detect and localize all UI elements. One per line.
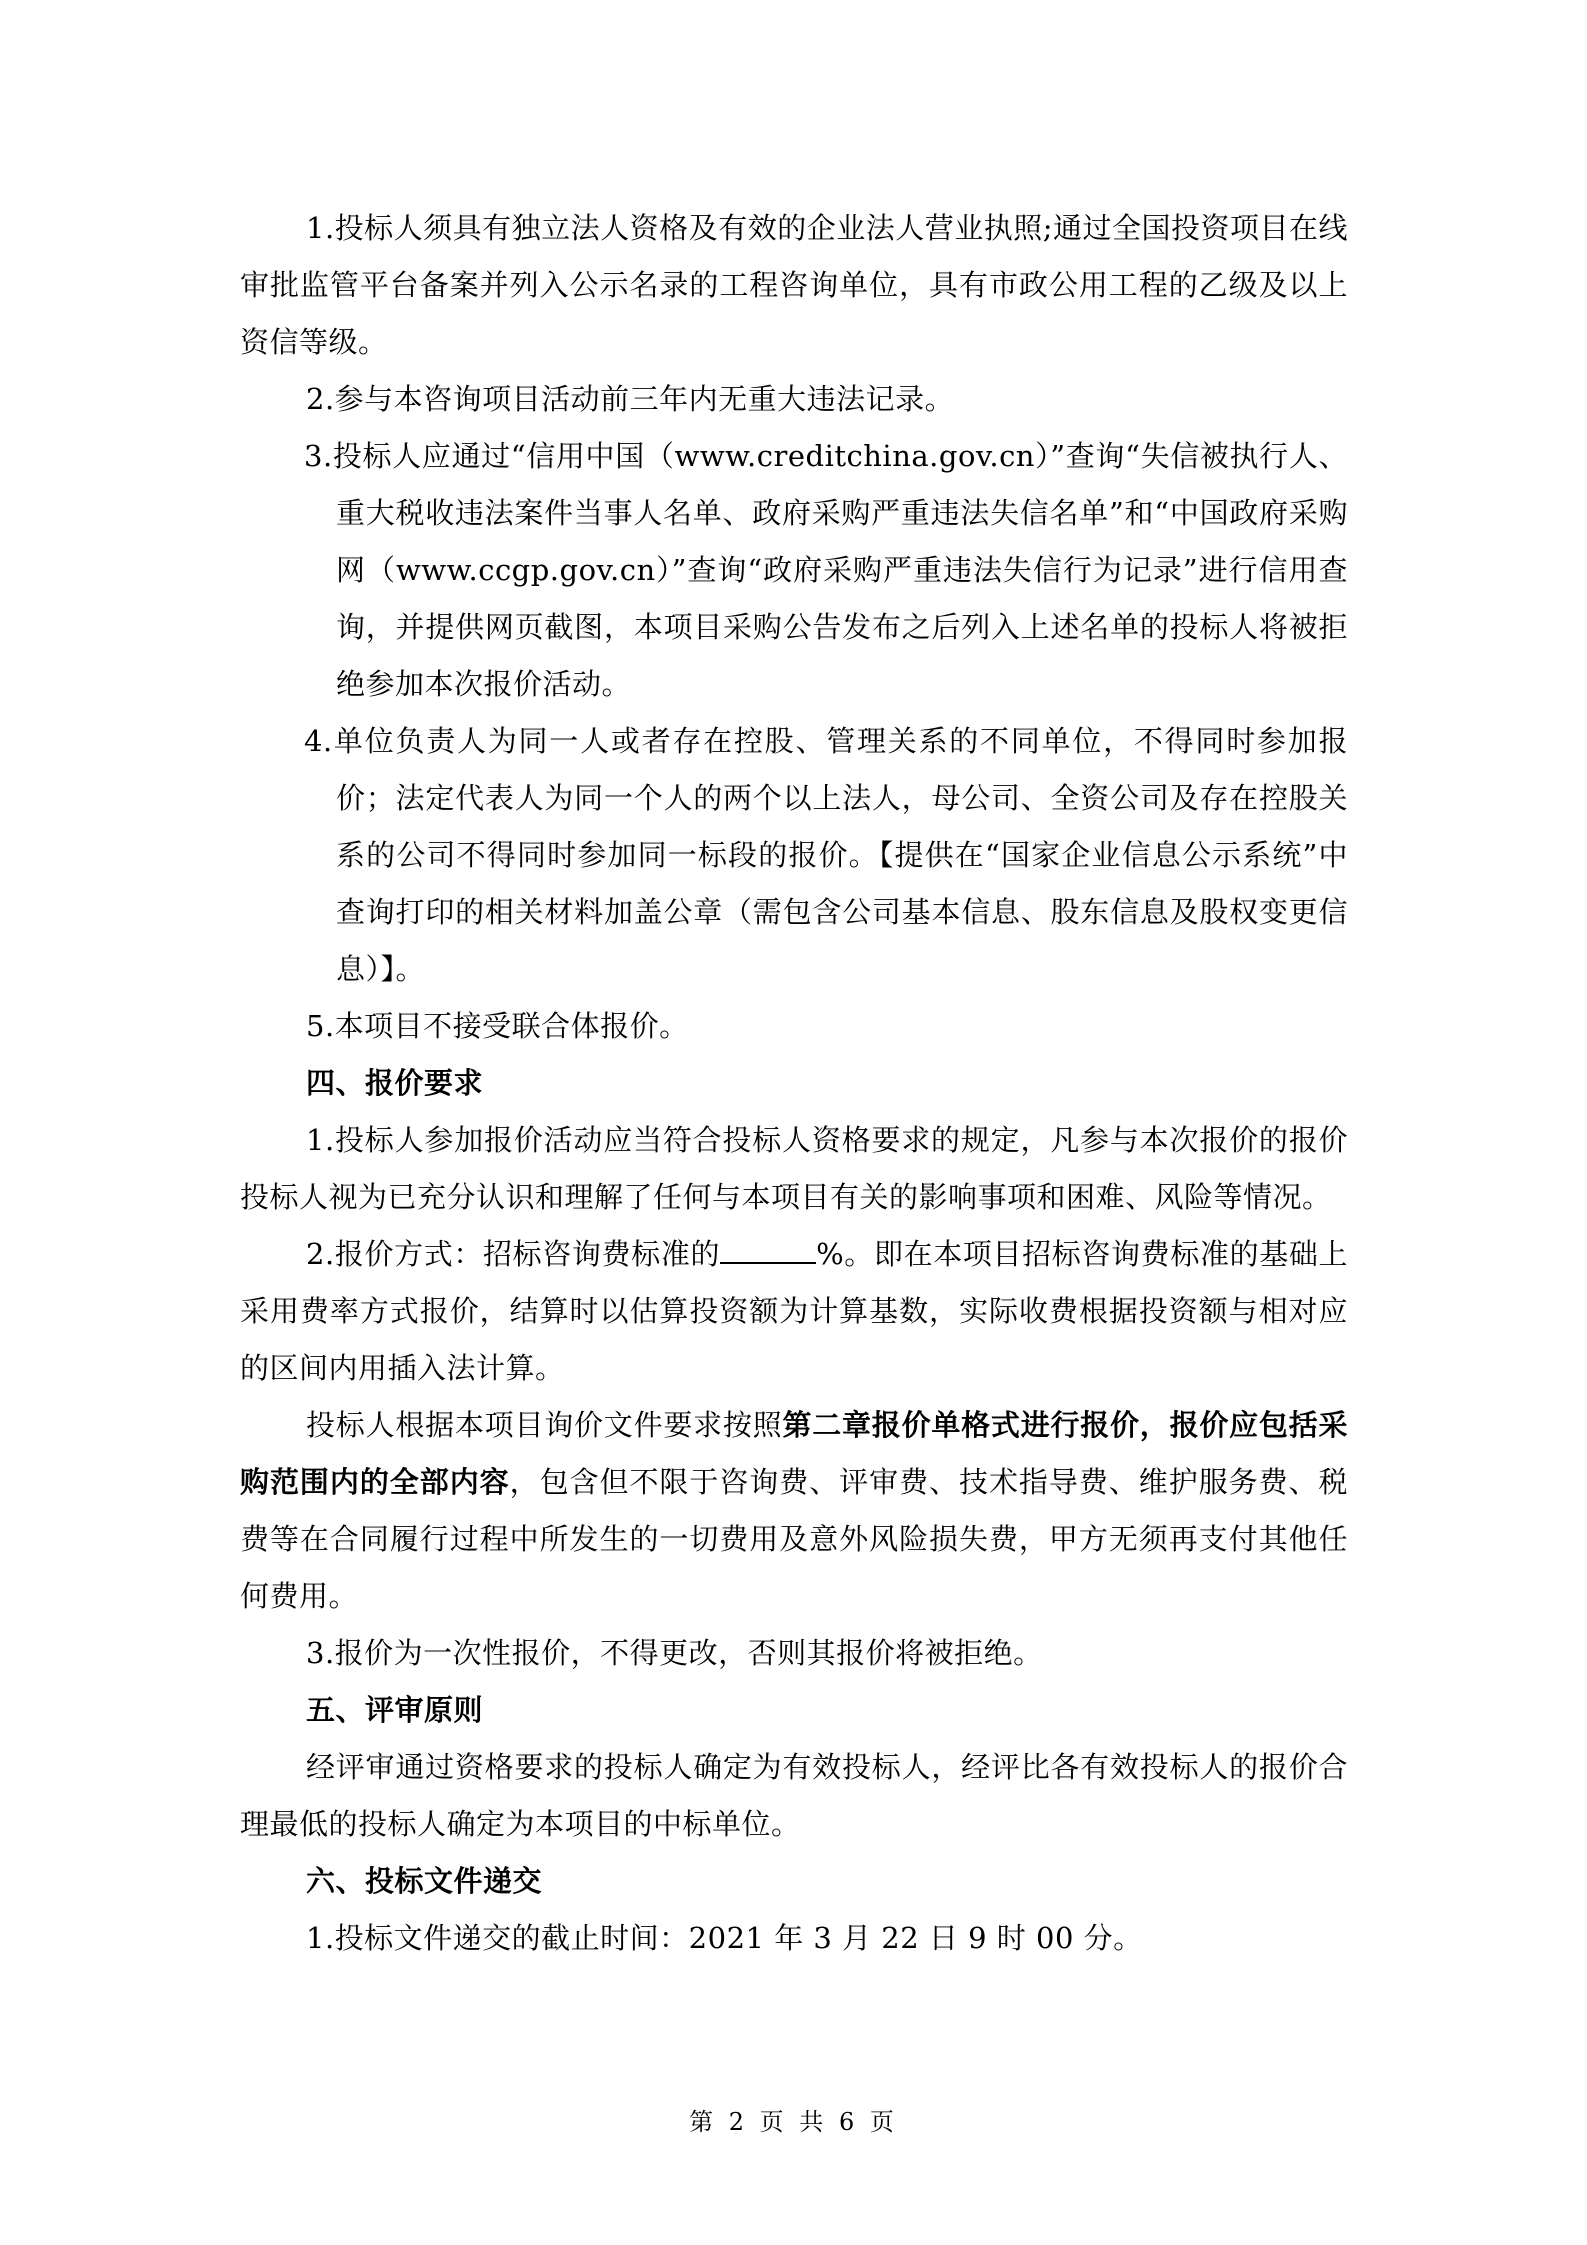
section-heading-submission: 六、投标文件递交	[306, 1864, 543, 1898]
quote-item-1: 1.投标人参加报价活动应当符合投标人资格要求的规定，凡参与本次报价的报价投标人视为已充分认识和理解了任何与本项目有关的影响事项和困难、风险等情况。	[240, 1123, 1348, 1214]
quote-scope-paragraph	[240, 1397, 1348, 1625]
quote-scope-text-a: 投标人根据本项目询价文件要求按照	[306, 1408, 783, 1442]
qualification-item-1: 1.投标人须具有独立法人资格及有效的企业法人营业执照;通过全国投资项目在线审批监管平台备案并列入公示名录的工程咨询单位，具有市政公用工程的乙级及以上资信等级。	[240, 211, 1348, 359]
quote-scope-text-b: ，包含但不限于咨询费、评审费、技术指导费、维护服务费、税费等在合同履行过程中所发生的一切费用及意外风险损失费，甲方无须再支付其他任何费用。	[240, 1465, 1348, 1613]
quote-item-2	[240, 1226, 1348, 1397]
quote-item-2-prefix: 2.报价方式：招标咨询费标准的	[306, 1237, 721, 1271]
submission-item-1: 1.投标文件递交的截止时间：2021 年 3 月 22 日 9 时 00 分。	[306, 1921, 1143, 1955]
rate-blank-field	[720, 1236, 816, 1264]
quote-scope-bold-text: 第二章报价单格式进行报价，报价应包括采购范围内的全部内容	[240, 1408, 1348, 1499]
evaluation-text: 经评审通过资格要求的投标人确定为有效投标人，经评比各有效投标人的报价合理最低的投标人确定为本项目的中标单位。	[240, 1750, 1348, 1841]
page-content	[240, 200, 1348, 1967]
page-number-footer: 第 2 页 共 6 页	[689, 2108, 898, 2136]
qualification-item-5: 5.本项目不接受联合体报价。	[306, 1009, 689, 1043]
qualification-item-2: 2.参与本咨询项目活动前三年内无重大违法记录。	[306, 382, 955, 416]
section-heading-evaluation: 五、评审原则	[306, 1693, 484, 1727]
quote-item-3: 3.报价为一次性报价，不得更改，否则其报价将被拒绝。	[306, 1636, 1043, 1670]
section-heading-quote-requirements: 四、报价要求	[306, 1066, 484, 1100]
quote-item-2-suffix: %。即在本项目招标咨询费标准的基础上采用费率方式报价，结算时以估算投资额为计算基数，实际收费根据投资额与相对应的区间内用插入法计算。	[240, 1237, 1349, 1385]
qualification-item-3: 3.投标人应通过“信用中国（www.creditchina.gov.cn）”查询“失信被执行人、重大税收违法案件当事人名单、政府采购严重违法失信名单”和“中国政府采购网（www.ccgp.gov.cn）”查询“政府采购严重违法失信行为记录”进行信用查询，并提供网页截图，本项目采购公告发布之后列入上述名单的投标人将被拒绝参加本次报价活动。	[304, 439, 1348, 701]
qualification-item-4: 4.单位负责人为同一人或者存在控股、管理关系的不同单位，不得同时参加报价；法定代表人为同一个人的两个以上法人，母公司、全资公司及存在控股关系的公司不得同时参加同一标段的报价。【提供在“国家企业信息公示系统”中查询打印的相关材料加盖公章（需包含公司基本信息、股东信息及股权变更信息）】。	[304, 724, 1348, 986]
